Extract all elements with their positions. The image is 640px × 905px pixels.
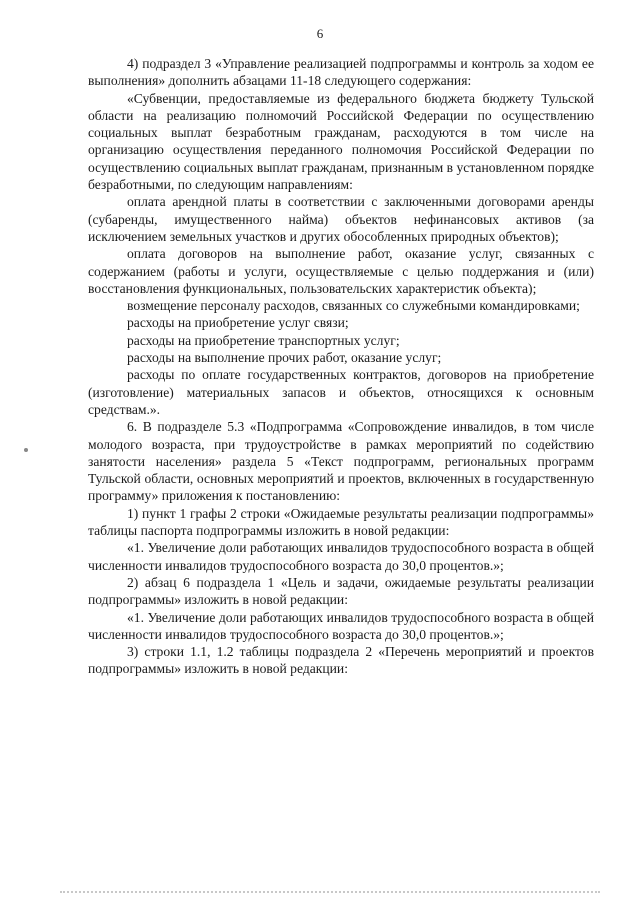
paragraph-travel-expenses: возмещение персоналу расходов, связанных со служебными командировками; (127, 298, 580, 314)
paragraph-state-contracts: расходы по оплате государственных контрактов, договоров на приобретение (изготовление) материальных запасов и объектов, относящихся к основным средствам.». (88, 367, 594, 417)
paragraph-item-3: 3) строки 1.1, 1.2 таблицы подраздела 2 «Перечень мероприятий и проектов подпрограммы» изложить в новой редакции: (88, 644, 594, 677)
paragraph-quote-1: «1. Увеличение доли работающих инвалидов трудоспособного возраста в общей численности инвалидов трудоспособного возраста до 30,0 процентов.»; (88, 540, 594, 573)
paragraph-communication-services: расходы на приобретение услуг связи; (127, 315, 349, 331)
paragraph-other-works: расходы на выполнение прочих работ, оказание услуг; (127, 350, 442, 366)
paragraph-quote-2: «1. Увеличение доли работающих инвалидов трудоспособного возраста в общей численности инвалидов трудоспособного возраста до 30,0 процентов.»; (88, 609, 594, 642)
document-body (88, 55, 594, 678)
paragraph-contract-payment: оплата договоров на выполнение работ, оказание услуг, связанных с содержанием (работы и услуги, осуществляемые с целью поддержания и (или) восстановления функциональных, пользовательских характеристик объекта); (88, 246, 594, 296)
scan-mark (24, 448, 28, 452)
paragraph-transport-services: расходы на приобретение транспортных услуг; (127, 332, 400, 348)
paragraph-item-1: 1) пункт 1 графы 2 строки «Ожидаемые результаты реализации подпрограммы» таблицы паспорта подпрограммы изложить в новой редакции: (88, 505, 594, 539)
paragraph-rent-payment: оплата арендной платы в соответствии с заключенными договорами аренды (субаренды, имущественного найма) объектов нефинансовых активов (за исключением земельных участков и других обособленных природных объектов); (88, 194, 594, 244)
paragraph-subventions: «Субвенции, предоставляемые из федерального бюджета бюджету Тульской области на реализацию полномочий Российской Федерации по осуществлению социальных выплат безработным гражданам, расходуются в том числе на организацию осуществления переданного полномочия Российской Федерации по осуществлению социальных выплат гражданам, признанным в установленном порядке безработными, по следующим направлениям: (88, 90, 595, 193)
page-number: 6 (316, 26, 324, 41)
paragraph-item-2: 2) абзац 6 подраздела 1 «Цель и задачи, ожидаемые результаты реализации подпрограммы» изложить в новой редакции: (88, 574, 594, 608)
paragraph-subsection-3-amendment: 4) подраздел 3 «Управление реализацией подпрограммы и контроль за ходом ее выполнения» дополнить абзацами 11-18 следующего содержания: (88, 56, 594, 89)
scan-bottom-edge (60, 889, 600, 893)
paragraph-section-6: 6. В подразделе 5.3 «Подпрограмма «Сопровождение инвалидов, в том числе молодого возраста, при трудоустройстве в рамках мероприятий по содействию занятости населения» раздела 5 «Текст подпрограмм, региональных программ Тульской области, основных мероприятий и проектов, включенных в государственную программу» приложения к постановлению: (88, 419, 594, 504)
